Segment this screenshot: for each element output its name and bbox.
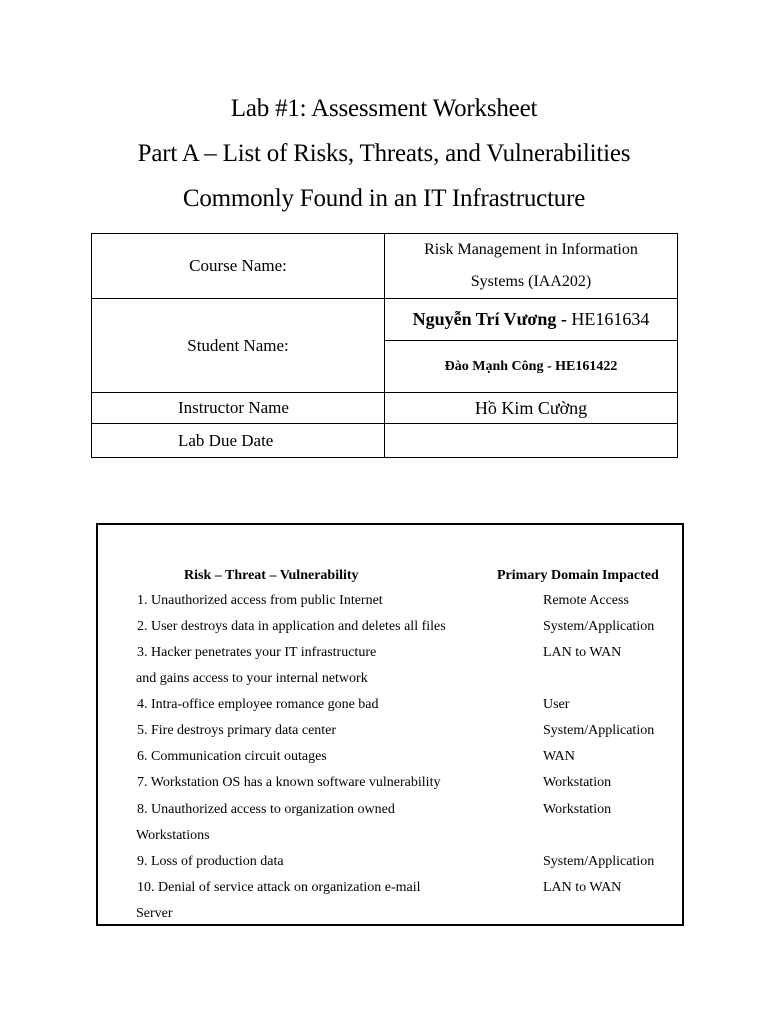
course-info-table xyxy=(91,233,678,458)
instructor-label: Instructor Name xyxy=(92,393,385,424)
due-date-value xyxy=(385,424,678,458)
course-name-line-2: Systems (IAA202) xyxy=(470,273,592,290)
risk-text: 10. Denial of service attack on organization e-mail xyxy=(137,880,421,895)
course-name-value xyxy=(385,234,678,299)
risk-row-continuation xyxy=(98,671,682,697)
domain-text: System/Application xyxy=(543,723,655,738)
title-line-3: Commonly Found in an IT Infrastructure xyxy=(182,185,586,212)
risk-text-continuation: and gains access to your internal network xyxy=(136,671,368,686)
risk-text: 5. Fire destroys primary data center xyxy=(137,723,337,738)
risk-threat-vulnerability-table xyxy=(96,523,684,926)
risk-row xyxy=(98,723,682,749)
student-1-value xyxy=(385,299,678,341)
domain-text: WAN xyxy=(543,749,575,764)
course-name-label: Course Name: xyxy=(92,234,385,299)
domain-text: Workstation xyxy=(543,775,612,790)
risk-row xyxy=(98,802,682,828)
risk-text-continuation: Server xyxy=(136,906,173,921)
risk-column-header: Risk – Threat – Vulnerability xyxy=(184,568,359,583)
domain-text: System/Application xyxy=(543,854,655,869)
risk-row xyxy=(98,645,682,671)
title-line-1: Lab #1: Assessment Worksheet xyxy=(230,95,538,122)
instructor-row xyxy=(92,393,678,424)
domain-column-header: Primary Domain Impacted xyxy=(497,568,659,583)
domain-text: Remote Access xyxy=(543,593,629,608)
risk-text-continuation: Workstations xyxy=(136,828,210,843)
course-row xyxy=(92,234,678,299)
risk-row xyxy=(98,593,682,619)
student-2-value: Đào Mạnh Công - HE161422 xyxy=(385,341,678,393)
risk-text: 3. Hacker penetrates your IT infrastructure xyxy=(137,645,377,660)
student-name-label: Student Name: xyxy=(92,299,385,393)
student-row-1 xyxy=(92,299,678,341)
risk-text: 2. User destroys data in application and deletes all files xyxy=(137,619,446,634)
risk-row xyxy=(98,749,682,775)
domain-text: LAN to WAN xyxy=(543,880,622,895)
instructor-value: Hồ Kim Cường xyxy=(385,393,678,424)
risk-text: 7. Workstation OS has a known software vulnerability xyxy=(137,775,441,790)
risk-text: 4. Intra-office employee romance gone bad xyxy=(137,697,379,712)
risk-row-continuation xyxy=(98,828,682,854)
risk-text: 9. Loss of production data xyxy=(137,854,284,869)
due-date-label: Lab Due Date xyxy=(92,424,385,458)
domain-text: User xyxy=(543,697,570,712)
risk-text: 8. Unauthorized access to organization owned xyxy=(137,802,395,817)
worksheet-title xyxy=(0,86,768,221)
risk-row-continuation xyxy=(98,906,682,932)
risk-row xyxy=(98,697,682,723)
title-line-2: Part A – List of Risks, Threats, and Vulnerabilities xyxy=(137,140,631,167)
domain-text: Workstation xyxy=(543,802,612,817)
domain-text: LAN to WAN xyxy=(543,645,622,660)
student-1-name: Nguyễn Trí Vương - xyxy=(412,309,572,329)
course-name-line-1: Risk Management in Information xyxy=(424,241,638,258)
domain-text: System/Application xyxy=(543,619,655,634)
student-1-id: HE161634 xyxy=(571,309,650,329)
risk-text: 1. Unauthorized access from public Internet xyxy=(137,593,383,608)
due-date-row xyxy=(92,424,678,458)
risk-row xyxy=(98,775,682,801)
risk-row xyxy=(98,880,682,906)
risk-row xyxy=(98,854,682,880)
risk-row xyxy=(98,619,682,645)
risk-text: 6. Communication circuit outages xyxy=(137,749,327,764)
